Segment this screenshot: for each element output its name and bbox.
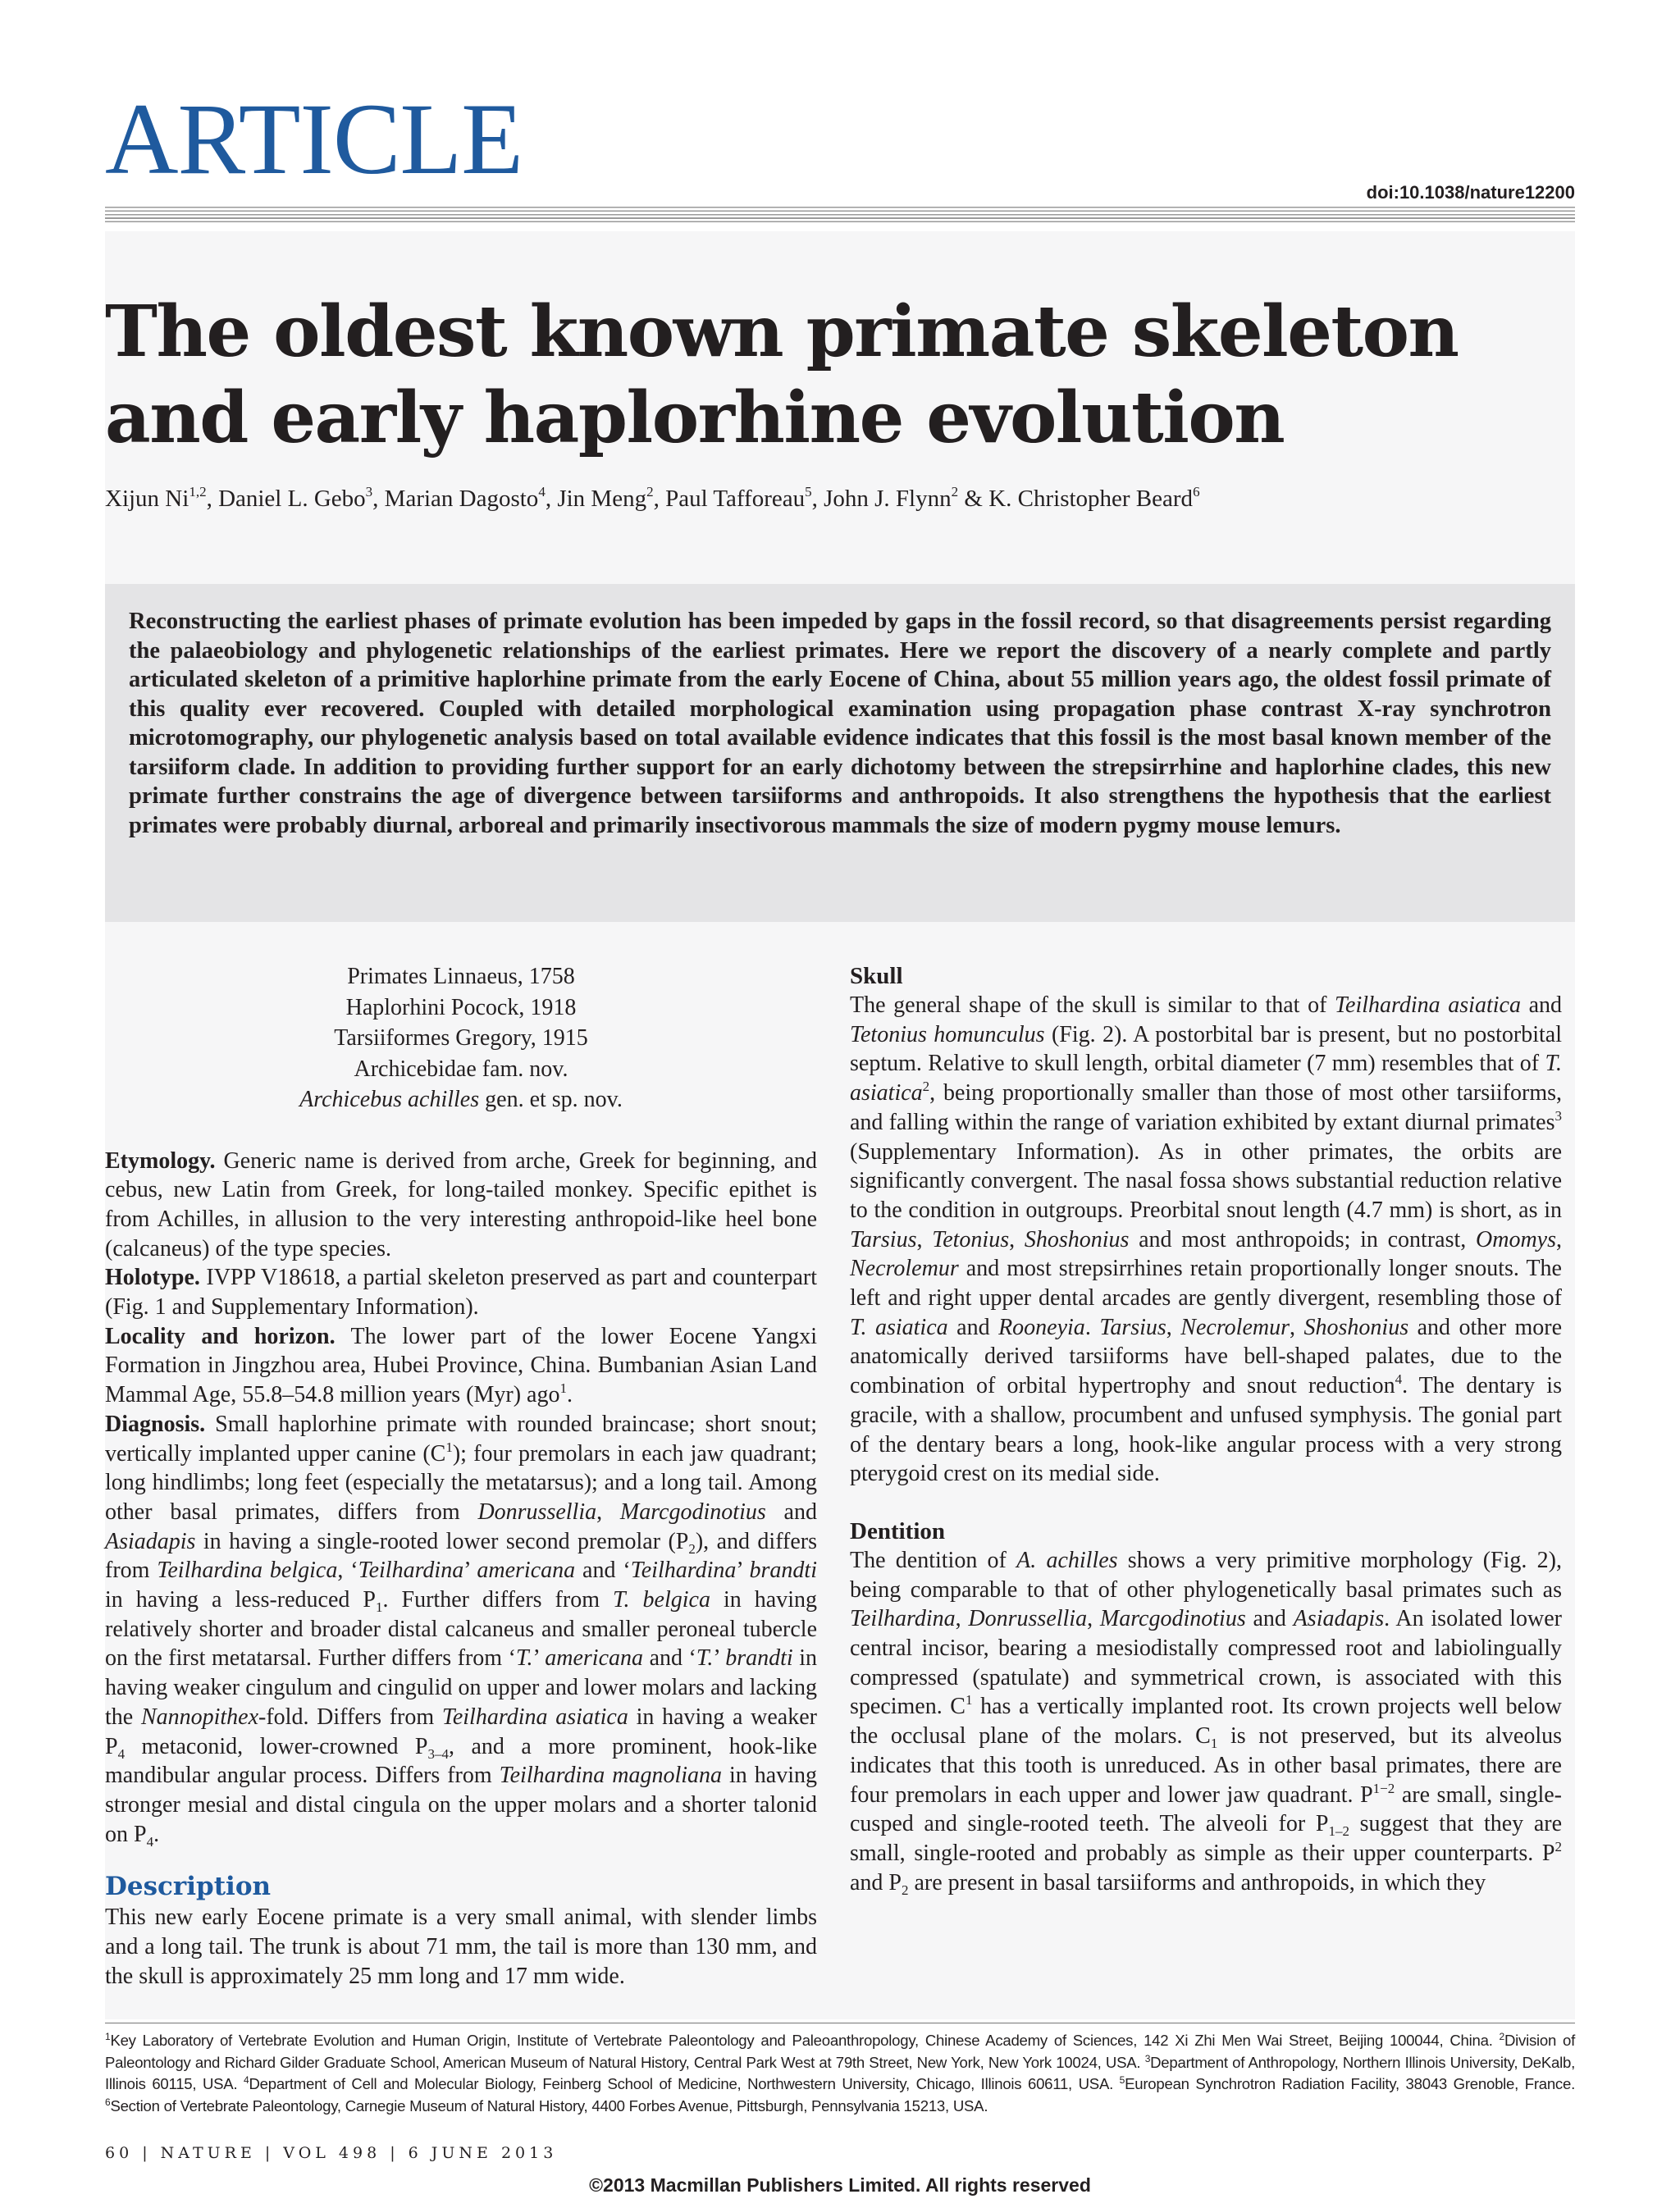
dentition-text: . An isolated lower central incisor, bearing a mesiodistally compressed root and labiolingually compressed (spatulate) and symmetrical crown, is associated with this specimen. C <box>850 1606 1563 1720</box>
affiliation-text: Section of Vertebrate Paleontology, Carnegie Museum of Natural History, 4400 Forbes Avenue, Pittsburgh, Pennsylvania 15213, USA. <box>110 2096 988 2114</box>
dentition-text: is not preserved, but its alveolus indicates that this tooth is unreduced. As in other basal primates, there are four premolars in each upper and lower jaw quadrant. P <box>850 1723 1563 1808</box>
tooth-sup: 2 <box>1554 1838 1562 1854</box>
description-paragraph: This new early Eocene primate is a very small animal, with slender limbs and a long tail. The trunk is about 71 mm, the tail is more than 130 mm, and the skull is approximately 25 mm long and 17 mm wide. <box>105 1905 817 1989</box>
author-separator: , <box>811 486 824 512</box>
tooth-sub: 4 <box>146 1833 154 1850</box>
taxon-name: Nannopithex <box>140 1704 259 1730</box>
skull-text: The general shape of the skull is similar to that of <box>850 992 1335 1018</box>
affiliation-text: Division of Paleontology and Richard Gilder Graduate School, American Museum of Natural History, Central Park West at 79th Street, New York, New York 10024, USA. <box>105 2032 1575 2071</box>
affiliation-number: 2 <box>1499 2031 1504 2042</box>
tooth-sub: 3–4 <box>427 1745 450 1762</box>
page-footer-citation: 60 | NATURE | VOL 498 | 6 JUNE 2013 <box>105 2144 558 2162</box>
taxon-name: Teilhardina asiatica <box>441 1704 628 1730</box>
skull-text: . <box>1084 1314 1100 1340</box>
taxon-name: Tetonius homunculus <box>850 1021 1045 1047</box>
tooth-sub: 4 <box>117 1745 126 1762</box>
taxon-name: T. asiatica <box>850 1314 948 1340</box>
etymology-label: Etymology. <box>105 1147 216 1174</box>
author-separator: & <box>958 486 989 512</box>
masthead-rule-lines <box>105 207 1575 225</box>
affiliation-number: 6 <box>105 2096 111 2108</box>
holotype-paragraph <box>105 1263 817 1321</box>
author-separator: , <box>545 486 558 512</box>
taxon-name: Tarsius <box>1099 1314 1166 1340</box>
diagnosis-text: and ‘ <box>575 1558 631 1584</box>
diagnosis-text: . Further differs from <box>382 1587 614 1613</box>
skull-text: and <box>947 1314 999 1340</box>
diagnosis-label: Diagnosis. <box>105 1411 206 1437</box>
tooth-sup: 1 <box>445 1439 453 1455</box>
tooth-sub: 1–2 <box>1328 1823 1349 1840</box>
affiliation-number: 3 <box>1144 2052 1151 2064</box>
diagnosis-text: metaconid, lower-crowned P <box>125 1733 428 1759</box>
author-name[interactable]: Marian Dagosto <box>384 486 539 512</box>
diagnosis-text: in having relatively shorter and broader distal calcaneus and smaller peroneal tubercle on the first metatarsal. Further differs from ‘ <box>105 1587 817 1672</box>
body-column-right <box>850 961 1562 1897</box>
locality-end: . <box>566 1382 573 1408</box>
skull-heading: Skull <box>850 963 903 989</box>
taxonomy-rank: gen. et sp. nov. <box>479 1087 623 1112</box>
taxon-name: T. <box>515 1645 533 1672</box>
taxonomy-line: Primates Linnaeus, 1758 <box>347 964 575 989</box>
taxon-name: americana <box>477 1558 576 1584</box>
author-name[interactable]: John J. Flynn <box>824 486 952 512</box>
affiliation-text: Department of Cell and Molecular Biology, Feinberg School of Medicine, Northwestern University, Chicago, Illinois 60611, USA. <box>249 2075 1120 2093</box>
taxon-name: Shoshonius <box>1303 1314 1409 1340</box>
affiliation-number: 5 <box>1119 2074 1125 2087</box>
dentition-text: and <box>1245 1606 1294 1632</box>
skull-text: and other more anatomically derived tarsiiforms have bell-shaped palates, due to the combination of orbital hypertrophy and snout reduction <box>850 1314 1563 1399</box>
taxon-name: Rooneyia <box>998 1314 1085 1340</box>
author-separator: , <box>372 486 385 512</box>
description-heading: Description <box>105 1872 272 1902</box>
abstract-text: Reconstructing the earliest phases of primate evolution has been impeded by gaps in the fossil record, so that disagreements persist regarding the palaeobiology and phylogenetic relationships of the earliest primates. Here we report the discovery of a nearly complete and partly articulated skeleton of a primitive haplorhine primate from the early Eocene of China, about 55 million years ago, the oldest fossil primate of this quality ever recovered. Coupled with detailed morphological examination using propagation phase contrast X-ray synchrotron microtomography, our phylogenetic analysis based on total available evidence indicates that this fossil is the most basal known member of the tarsiiform clade. In addition to providing further support for an early dichotomy between the strepsirrhine and haplorhine clades, this new primate further constrains the age of divergence between tarsiiforms and anthropoids. It also strengthens the hypothesis that the earliest primates were probably diurnal, arboreal and primarily insectivorous mammals the size of modern pygmy mouse lemurs. <box>129 609 1551 838</box>
taxon-name: Tetonius <box>932 1226 1010 1252</box>
doi-identifier[interactable]: doi:10.1038/nature12200 <box>1366 182 1575 203</box>
reference-sup[interactable]: 1 <box>559 1380 567 1397</box>
diagnosis-text: and <box>765 1499 817 1525</box>
dentition-text: are small, single-cusped and single-rooted teeth. The alveoli for P <box>850 1781 1562 1837</box>
diagnosis-paragraph <box>105 1410 817 1850</box>
taxon-name: T. asiatica <box>850 1051 1562 1106</box>
tooth-sup: 1−2 <box>1372 1780 1395 1796</box>
locality-text: The lower part of the lower Eocene Yangxi Formation in Jingzhou area, Hubei Province, China. Bumbanian Asian Land Mammal Age, 55.8–54.8 million years (Myr) ago <box>105 1323 817 1408</box>
author-separator: , <box>653 486 666 512</box>
author-name[interactable]: Jin Meng <box>557 486 647 512</box>
dentition-text: The dentition of <box>850 1547 1017 1573</box>
taxon-name: T. <box>696 1645 714 1672</box>
skull-text: , <box>1009 1226 1025 1252</box>
dentition-text: and P <box>850 1869 902 1896</box>
author-name[interactable]: Xijun Ni <box>105 486 189 512</box>
skull-text: and most anthropoids; in contrast, <box>1129 1226 1476 1252</box>
tooth-sub: 2 <box>688 1540 696 1557</box>
taxon-name: Necrolemur <box>1180 1314 1290 1340</box>
taxon-name: Necrolemur <box>850 1256 959 1282</box>
author-affiliation-sup: 2 <box>951 484 959 500</box>
author-affiliation-sup: 5 <box>805 484 812 500</box>
taxon-name: Omomys <box>1476 1226 1556 1252</box>
taxonomy-block <box>105 961 817 1115</box>
author-name[interactable]: K. Christopher Beard <box>988 486 1194 512</box>
diagnosis-text: in having a single-rooted lower second premolar (P <box>195 1528 689 1554</box>
taxon-name: Teilhardina <box>630 1558 737 1584</box>
etymology-paragraph <box>105 1147 817 1264</box>
skull-text: (Fig. 2). A postorbital bar is present, but no postorbital septum. Relative to skull length, orbital diameter (7 mm) resembles that of <box>850 1021 1562 1077</box>
diagnosis-text: , ‘ <box>337 1558 358 1584</box>
author-affiliation-sup: 4 <box>538 484 546 500</box>
diagnosis-text: ’ <box>713 1645 726 1672</box>
diagnosis-text: in having a less-reduced P <box>105 1587 376 1613</box>
affiliation-text: Department of Anthropology, Northern Illinois University, DeKalb, Illinois 60115, USA. <box>105 2053 1575 2093</box>
holotype-text: IVPP V18618, a partial skeleton preserved as part and counterpart (Fig. 1 and Supplementary Information). <box>105 1265 817 1321</box>
dentition-text: , <box>1087 1606 1100 1632</box>
taxonomy-line <box>105 1084 817 1115</box>
species-name: Archicebus achilles <box>299 1087 480 1112</box>
dentition-paragraph <box>850 1546 1562 1897</box>
diagnosis-text: in having weaker cingulum and cingulid on upper and lower molars and lacking the <box>105 1645 817 1730</box>
dentition-text: has a vertically implanted root. Its crown projects well below the occlusal plane of the molars. C <box>850 1694 1563 1750</box>
diagnosis-text: -fold. Differs from <box>258 1704 442 1730</box>
holotype-label: Holotype. <box>105 1265 200 1291</box>
skull-paragraph <box>850 991 1562 1489</box>
taxon-name: T. belgica <box>613 1587 710 1613</box>
reference-sup[interactable]: 2 <box>922 1079 930 1095</box>
skull-text: , <box>1556 1226 1562 1252</box>
tooth-sub: 1 <box>1210 1736 1218 1752</box>
diagnosis-text: and ‘ <box>643 1645 696 1672</box>
taxon-name: brandti <box>749 1558 817 1584</box>
reference-sup[interactable]: 4 <box>1395 1371 1403 1388</box>
tooth-sub: 1 <box>376 1599 383 1616</box>
taxon-name: Shoshonius <box>1024 1226 1130 1252</box>
taxon-name: Marcgodinotius <box>1099 1606 1246 1632</box>
skull-text: and most strepsirrhines retain proportionally longer snouts. The left and right upper dental arcades are gently divergent, resembling those of <box>850 1256 1562 1312</box>
taxonomy-line: Tarsiiformes Gregory, 1915 <box>334 1025 588 1051</box>
dentition-text: suggest that they are small, single-rooted and probably as simple as their upper counterparts. P <box>850 1811 1562 1866</box>
author-affiliation-sup: 6 <box>1193 484 1200 500</box>
etymology-text: Generic name is derived from arche, Greek for beginning, and cebus, new Latin from Greek, for long-tailed monkey. Specific epithet is from Achilles, in allusion to the very interesting anthropoid-like heel bone (calcaneus) of the type species. <box>105 1147 817 1261</box>
tooth-sup: 1 <box>966 1692 973 1708</box>
author-separator: , <box>206 486 219 512</box>
dentition-text: , <box>955 1606 969 1632</box>
author-affiliation-sup: 1,2 <box>189 484 207 500</box>
author-affiliation-sup: 2 <box>646 484 654 500</box>
taxon-name: Donrussellia <box>477 1499 597 1525</box>
skull-text: and <box>1520 992 1563 1018</box>
taxon-name: Tarsius <box>850 1226 917 1252</box>
author-name[interactable]: Daniel L. Gebo <box>218 486 366 512</box>
article-title: The oldest known primate skeleton and early haplorhine evolution <box>105 290 1459 459</box>
taxon-name: Asiadapis <box>105 1528 196 1554</box>
diagnosis-text: ); four premolars in each jaw quadrant; long hindlimbs; long feet (especially the metatarsus); and a long tail. Among other basal primates, differs from <box>105 1440 817 1525</box>
copyright-notice: ©2013 Macmillan Publishers Limited. All rights reserved <box>589 2174 1091 2196</box>
dentition-heading: Dentition <box>850 1517 945 1544</box>
affiliations-footnote <box>105 2030 1575 2117</box>
diagnosis-text: in having stronger mesial and distal cingula on the upper molars and a shorter talonid on P <box>105 1763 817 1847</box>
author-list <box>105 484 1575 513</box>
dentition-text: shows a very primitive morphology (Fig. 2), being comparable to that of other phylogenetically basal primates such as <box>850 1547 1562 1603</box>
taxon-name: Donrussellia <box>968 1606 1088 1632</box>
diagnosis-text: , and a more prominent, hook-like mandibular angular process. Differs from <box>105 1733 817 1789</box>
taxonomy-line: Haplorhini Pocock, 1918 <box>345 994 577 1020</box>
diagnosis-text: ’ <box>463 1558 477 1584</box>
dentition-text: are present in basal tarsiiforms and anthropoids, in which they <box>908 1869 1486 1896</box>
skull-text: , <box>916 1226 933 1252</box>
affiliation-number: 4 <box>244 2074 249 2087</box>
affiliation-number: 1 <box>105 2031 111 2042</box>
diagnosis-text: , <box>596 1499 620 1525</box>
author-name[interactable]: Paul Tafforeau <box>665 486 806 512</box>
taxon-name: Teilhardina asiatica <box>1335 992 1521 1018</box>
diagnosis-text: ’ <box>532 1645 546 1672</box>
masthead-article: ARTICLE <box>105 83 523 195</box>
author-affiliation-sup: 3 <box>365 484 373 500</box>
diagnosis-text: in having a weaker P <box>105 1704 817 1759</box>
taxon-name: americana <box>545 1645 644 1672</box>
taxon-name: Teilhardina <box>850 1606 956 1632</box>
taxonomy-line: Archicebidae fam. nov. <box>354 1056 568 1082</box>
skull-text: . The dentary is gracile, with a shallow, procumbent and unfused symphysis. The gonial part of the dentary bears a long, hook-like angular process with a very strong pterygoid crest on its medial side. <box>850 1373 1562 1487</box>
diagnosis-text: ’ <box>736 1558 750 1584</box>
taxon-name: Asiadapis <box>1293 1606 1385 1632</box>
taxon-name: brandti <box>725 1645 793 1672</box>
skull-text: (Supplementary Information). As in other primates, the orbits are significantly convergent. The nasal fossa shows substantial reduction relative to the condition in outgroups. Preorbital snout length (4.7 mm) is short, as in <box>850 1138 1562 1223</box>
taxon-name: Teilhardina <box>358 1558 464 1584</box>
skull-text: , <box>1166 1314 1181 1340</box>
reference-sup[interactable]: 3 <box>1554 1107 1562 1124</box>
taxon-name: Teilhardina belgica <box>157 1558 338 1584</box>
locality-label: Locality and horizon. <box>105 1323 336 1349</box>
body-column-left <box>105 961 817 1991</box>
taxon-name: Marcgodinotius <box>619 1499 766 1525</box>
diagnosis-text: Small haplorhine primate with rounded braincase; short snout; vertically implanted upper canine (C <box>105 1411 817 1467</box>
tooth-sub: 2 <box>902 1882 909 1898</box>
skull-text: , <box>1290 1314 1304 1340</box>
taxon-name: Teilhardina magnoliana <box>499 1763 723 1789</box>
diagnosis-text: ), and differs from <box>105 1528 817 1584</box>
affiliation-text: Key Laboratory of Vertebrate Evolution and Human Origin, Institute of Vertebrate Paleontology and Paleoanthropology, Chinese Academy of Sciences, 142 Xi Zhi Men Wai Street, Beijing 100044, China. <box>110 2032 1500 2049</box>
skull-text: , being proportionally smaller than those of most other tarsiiforms, and falling within the range of variation exhibited by extant diurnal primates <box>850 1080 1562 1135</box>
affiliation-text: European Synchrotron Radiation Facility, 38043 Grenoble, France. <box>1125 2075 1575 2093</box>
locality-paragraph <box>105 1322 817 1410</box>
diagnosis-text: . <box>153 1821 160 1847</box>
taxon-name: A. achilles <box>1016 1547 1118 1573</box>
